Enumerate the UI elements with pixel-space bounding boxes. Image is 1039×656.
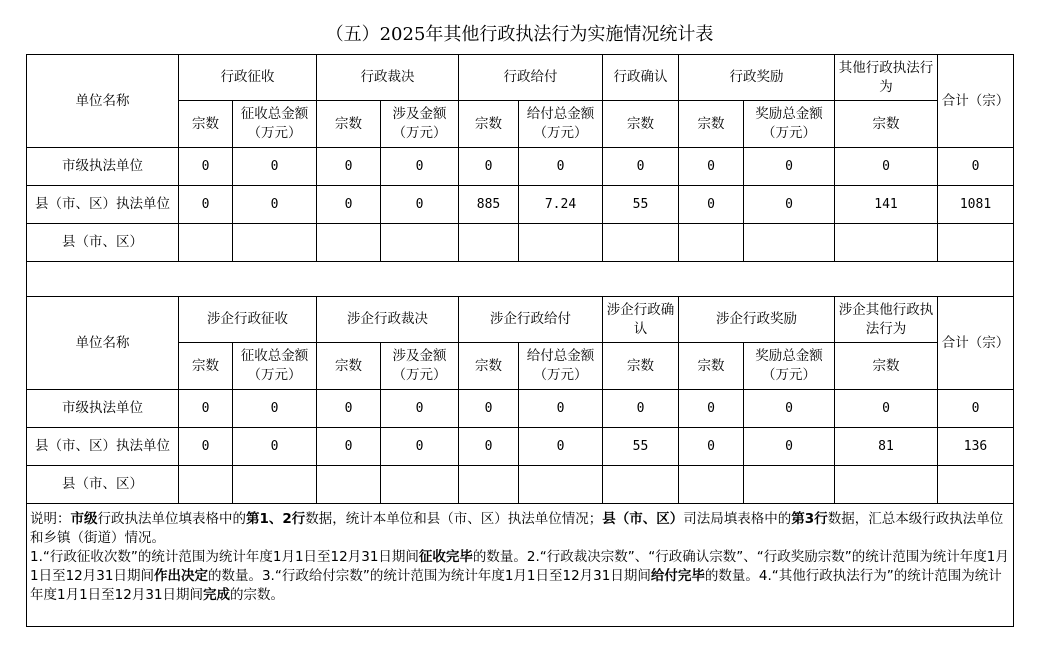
- note-text: 的数量。2.“行政裁决宗数”、“行政确认宗数”、“行政奖励宗数”的统计范围为统计年度1月1日至12月31日期间: [30, 549, 1009, 584]
- table-row: [27, 428, 1014, 466]
- spacer-row: [27, 262, 1014, 297]
- value-cell: [317, 466, 381, 504]
- group-header: 涉企行政给付: [459, 297, 603, 343]
- count-header: 宗数: [179, 343, 233, 390]
- payment-amount-header: 给付总金额（万元）: [519, 101, 603, 148]
- reward-amount-header: 奖励总金额（万元）: [744, 343, 835, 390]
- value-cell: 0: [317, 148, 381, 186]
- count-header: 宗数: [317, 101, 381, 148]
- count-header: 宗数: [459, 343, 519, 390]
- note-emphasis: 给付完毕: [650, 568, 705, 584]
- group-header: 涉企其他行政执法行为: [835, 297, 938, 343]
- value-cell: 0: [459, 148, 519, 186]
- unit-name-header: 单位名称: [27, 55, 179, 148]
- note-text: 的数量。4.“其他行政执法行为”的统计范围为统计年度1月1日至12月31日期间: [30, 568, 1002, 603]
- count-header: 宗数: [835, 343, 938, 390]
- count-header: 宗数: [603, 343, 679, 390]
- value-cell: 0: [603, 148, 679, 186]
- table-row: [27, 224, 1014, 262]
- note-paragraph-2: [30, 548, 1009, 605]
- group-header: 涉企行政裁决: [317, 297, 459, 343]
- note-text: 1.“行政征收次数”的统计范围为统计年度1月1日至12月31日期间: [30, 549, 419, 565]
- value-cell: [381, 224, 459, 262]
- value-cell: [459, 466, 519, 504]
- value-cell: 0: [744, 148, 835, 186]
- table-row: [27, 186, 1014, 224]
- unit-name-cell: 市级执法单位: [27, 390, 179, 428]
- count-header: 宗数: [317, 343, 381, 390]
- value-cell: 0: [317, 186, 381, 224]
- total-cell: 0: [938, 390, 1014, 428]
- value-cell: 0: [679, 148, 744, 186]
- value-cell: [233, 466, 317, 504]
- note-text: 说明：: [30, 511, 71, 527]
- total-header: 合计（宗）: [938, 297, 1014, 390]
- value-cell: [233, 224, 317, 262]
- value-cell: [603, 224, 679, 262]
- spacer-body: [27, 262, 1014, 297]
- value-cell: [679, 224, 744, 262]
- unit-name-cell: 县（市、区）: [27, 466, 179, 504]
- unit-name-header: 单位名称: [27, 297, 179, 390]
- note-emphasis: 第1、2行: [246, 511, 306, 527]
- value-cell: 0: [519, 428, 603, 466]
- value-cell: 0: [381, 186, 459, 224]
- count-header: 宗数: [835, 101, 938, 148]
- reward-amount-header: 奖励总金额（万元）: [744, 101, 835, 148]
- value-cell: 0: [459, 390, 519, 428]
- note-row: [27, 504, 1014, 627]
- group-header: 行政奖励: [679, 55, 835, 101]
- value-cell: [835, 466, 938, 504]
- value-cell: 81: [835, 428, 938, 466]
- table2-header-row: [27, 297, 1014, 343]
- group-header: 其他行政执法行为: [835, 55, 938, 101]
- unit-name-cell: 县（市、区）执法单位: [27, 428, 179, 466]
- unit-name-cell: 县（市、区）: [27, 224, 179, 262]
- value-cell: 0: [744, 186, 835, 224]
- value-cell: 0: [835, 148, 938, 186]
- note-emphasis: 征收完毕: [418, 549, 473, 565]
- note-text: 行政执法单位填表格中的: [97, 511, 246, 527]
- ruling-amount-header: 涉及金额（万元）: [381, 101, 459, 148]
- value-cell: 0: [381, 428, 459, 466]
- total-header: 合计（宗）: [938, 55, 1014, 148]
- total-cell: [938, 224, 1014, 262]
- explanation-note: [27, 504, 1014, 627]
- unit-name-cell: 县（市、区）执法单位: [27, 186, 179, 224]
- value-cell: 0: [519, 148, 603, 186]
- value-cell: [519, 466, 603, 504]
- group-header: 涉企行政确认: [603, 297, 679, 343]
- table-row: [27, 390, 1014, 428]
- value-cell: [603, 466, 679, 504]
- note-body: [27, 504, 1014, 627]
- note-text: 的数量。3.“行政给付宗数”的统计范围为统计年度1月1日至12月31日期间: [207, 568, 651, 584]
- count-header: 宗数: [179, 101, 233, 148]
- total-cell: 1081: [938, 186, 1014, 224]
- table2-body: [27, 297, 1014, 504]
- value-cell: 0: [233, 148, 317, 186]
- note-text: 司法局填表格中的: [683, 511, 792, 527]
- group-header: 涉企行政征收: [179, 297, 317, 343]
- note-text: 的宗数。: [230, 587, 285, 603]
- value-cell: [459, 224, 519, 262]
- count-header: 宗数: [603, 101, 679, 148]
- group-header: 行政征收: [179, 55, 317, 101]
- spacer-cell: [27, 262, 1014, 297]
- value-cell: 0: [179, 148, 233, 186]
- value-cell: 0: [744, 428, 835, 466]
- levy-amount-header: 征收总金额（万元）: [233, 343, 317, 390]
- value-cell: [744, 466, 835, 504]
- value-cell: 7.24: [519, 186, 603, 224]
- value-cell: [179, 224, 233, 262]
- note-text: 数据，统计本单位和县（市、区）执法单位情况；: [305, 511, 603, 527]
- value-cell: 55: [603, 186, 679, 224]
- levy-amount-header: 征收总金额（万元）: [233, 101, 317, 148]
- value-cell: 885: [459, 186, 519, 224]
- note-text: 数据，汇总本级行政执法单位和乡镇（街道）情况。: [30, 511, 1004, 546]
- note-emphasis: 完成: [203, 587, 231, 603]
- value-cell: [679, 466, 744, 504]
- group-header: 涉企行政奖励: [679, 297, 835, 343]
- count-header: 宗数: [679, 343, 744, 390]
- value-cell: 0: [381, 148, 459, 186]
- note-paragraph-1: [30, 510, 1009, 548]
- total-cell: 0: [938, 148, 1014, 186]
- value-cell: [519, 224, 603, 262]
- group-header: 行政给付: [459, 55, 603, 101]
- value-cell: 0: [679, 186, 744, 224]
- total-cell: [938, 466, 1014, 504]
- value-cell: 55: [603, 428, 679, 466]
- value-cell: 141: [835, 186, 938, 224]
- value-cell: 0: [381, 390, 459, 428]
- note-emphasis: 第3行: [791, 511, 828, 527]
- value-cell: 0: [233, 186, 317, 224]
- value-cell: 0: [179, 186, 233, 224]
- note-emphasis: 县（市、区）: [602, 511, 684, 527]
- table1-header-row: [27, 55, 1014, 101]
- table-row: [27, 148, 1014, 186]
- value-cell: [744, 224, 835, 262]
- count-header: 宗数: [679, 101, 744, 148]
- value-cell: 0: [317, 428, 381, 466]
- value-cell: 0: [744, 390, 835, 428]
- value-cell: 0: [603, 390, 679, 428]
- table-row: [27, 466, 1014, 504]
- value-cell: [835, 224, 938, 262]
- value-cell: 0: [233, 390, 317, 428]
- value-cell: 0: [835, 390, 938, 428]
- table1-body: [27, 55, 1014, 262]
- value-cell: 0: [233, 428, 317, 466]
- value-cell: 0: [459, 428, 519, 466]
- value-cell: 0: [317, 390, 381, 428]
- note-emphasis: 市级: [70, 511, 98, 527]
- value-cell: [317, 224, 381, 262]
- value-cell: 0: [179, 428, 233, 466]
- value-cell: [179, 466, 233, 504]
- payment-amount-header: 给付总金额（万元）: [519, 343, 603, 390]
- group-header: 行政裁决: [317, 55, 459, 101]
- value-cell: 0: [179, 390, 233, 428]
- count-header: 宗数: [459, 101, 519, 148]
- group-header: 行政确认: [603, 55, 679, 101]
- statistics-table: [26, 54, 1014, 627]
- value-cell: 0: [679, 428, 744, 466]
- value-cell: 0: [679, 390, 744, 428]
- value-cell: 0: [519, 390, 603, 428]
- note-emphasis: 作出决定: [153, 568, 208, 584]
- page-title: （五）2025年其他行政执法行为实施情况统计表: [325, 24, 714, 45]
- unit-name-cell: 市级执法单位: [27, 148, 179, 186]
- value-cell: [381, 466, 459, 504]
- total-cell: 136: [938, 428, 1014, 466]
- ruling-amount-header: 涉及金额（万元）: [381, 343, 459, 390]
